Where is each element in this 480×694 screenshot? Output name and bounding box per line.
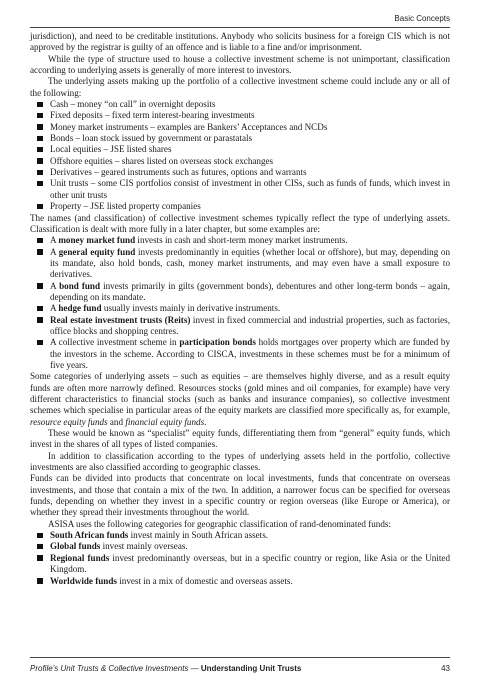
bullet-icon [37, 147, 43, 153]
page-body [30, 31, 450, 587]
fund-term: participation bonds [179, 337, 256, 348]
bullet-icon [37, 113, 43, 119]
book-title: Profile’s Unit Trusts & Collective Investments [30, 664, 189, 673]
bullet-icon [37, 181, 43, 187]
footer-title: Profile’s Unit Trusts & Collective Investments — Understanding Unit Trusts [30, 664, 302, 673]
list-item: South African funds invest mainly in South African assets. [30, 530, 450, 541]
paragraph: The underlying assets making up the portfolio of a collective investment scheme could include any or all of the following: [30, 76, 450, 98]
paragraph: Funds can be divided into products that concentrate on local investments, funds that concentrate on overseas investments, and those that contain a mix of the two. In addition, a narrower focus can be specified for overseas funds, depending on whether they invest in a specific country or region overseas (like Europe or America), or whether they spread their investments throughout the world. [30, 473, 450, 518]
paragraph: jurisdiction), and need to be creditable institutions. Anybody who solicits business for a foreign CIS which is not approved by the registrar is guilty of an offence and is liable to a fine and/or imprisonment. [30, 31, 450, 53]
list-item: A general equity fund invests predominantly in equities (whether local or offshore), but may, depending on its mandate, also hold bonds, cash, money market instruments, and may even have a small exposure to derivatives. [30, 247, 450, 281]
bullet-icon [37, 136, 43, 142]
bullet-icon [37, 533, 43, 539]
geographic-list [30, 530, 450, 587]
bullet-icon [37, 283, 43, 289]
list-item: Property – JSE listed property companies [30, 201, 450, 212]
bullet-icon [37, 124, 43, 130]
list-item: Offshore equities – shares listed on overseas stock exchanges [30, 156, 450, 167]
paragraph: While the type of structure used to house a collective investment scheme is not unimportant, classification according to underlying assets is generally of more interest to investors. [30, 53, 450, 76]
fund-term: Global funds [50, 541, 101, 552]
list-item: Fixed deposits – fixed term interest-bearing investments [30, 110, 450, 121]
bullet-icon [37, 249, 43, 255]
bullet-icon [37, 544, 43, 550]
list-item: Unit trusts – some CIS portfolios consist of investment in other CISs, such as funds of funds, which invest in other unit trusts [30, 178, 450, 201]
header-rule [30, 27, 450, 28]
bullet-icon [37, 204, 43, 210]
list-item: Worldwide funds invest in a mix of domestic and overseas assets. [30, 576, 450, 587]
list-item: Cash – money “on call” in overnight deposits [30, 99, 450, 110]
running-head: Basic Concepts [394, 14, 450, 23]
bullet-icon [37, 340, 43, 346]
footer-rule [30, 657, 450, 658]
list-item: A collective investment scheme in participation bonds holds mortgages over property which are funded by the investors in the scheme. According to CISCA, investments in these schemes must be for a minimum of five years. [30, 337, 450, 371]
fund-examples-list [30, 235, 450, 371]
fund-term: money market fund [58, 235, 136, 246]
paragraph: Some categories of underlying assets – such as equities – are themselves highly diverse, and as a result equity funds are often more narrowly defined. Resources stocks (gold mines and oil companies, for example) have very different characteristics to financial stocks (such as banks and insurance companies), so collective investment schemes which specialise in particular areas of the equity markets are classified more specifically as, for example, resource equity funds and financial equity funds. [30, 371, 450, 427]
section-title: Understanding Unit Trusts [200, 664, 302, 673]
fund-term: bond fund [59, 280, 101, 291]
list-item: A hedge fund usually invests mainly in derivative instruments. [30, 303, 450, 314]
paragraph: In addition to classification according to the types of underlying assets held in the portfolio, collective investments are also classified according to geographic classes. [30, 450, 450, 473]
paragraph: ASISA uses the following categories for geographic classification of rand-denominated funds: [48, 518, 391, 529]
page-number: 43 [441, 664, 450, 673]
fund-term: hedge fund [58, 303, 102, 314]
list-item: Regional funds invest predominantly overseas, but in a specific country or region, like Asia or the United Kingdom. [30, 553, 450, 576]
list-item: Money market instruments – examples are Bankers’ Acceptances and NCDs [30, 122, 450, 133]
list-item: Real estate investment trusts (Reits) invest in fixed commercial and industrial properties, such as factories, office blocks and shopping centres. [30, 315, 450, 338]
bullet-icon [37, 102, 43, 108]
bullet-icon [37, 317, 43, 323]
paragraph: These would be known as “specialist” equity funds, differentiating them from “general” equity funds, which invest in the shares of all types of listed companies. [30, 428, 450, 450]
bullet-icon [37, 158, 43, 164]
bullet-icon [37, 578, 43, 584]
bullet-icon [37, 555, 43, 561]
list-item: Derivatives – geared instruments such as futures, options and warrants [30, 167, 450, 178]
list-item: Global funds invest mainly overseas. [30, 541, 450, 552]
fund-term: general equity fund [58, 246, 136, 257]
list-item: A bond fund invests primarily in gilts (government bonds), debentures and other long-term bonds – again, depending on its mandate. [30, 281, 450, 304]
bullet-icon [37, 238, 43, 244]
fund-term: Real estate investment trusts (Reits) [50, 314, 191, 325]
list-item: Local equities – JSE listed shares [30, 144, 450, 155]
fund-term: South African funds [50, 530, 129, 541]
fund-term: Worldwide funds [50, 575, 117, 586]
list-item: Bonds – loan stock issued by government or parastatals [30, 133, 450, 144]
fund-term: Regional funds [50, 552, 110, 563]
bullet-icon [37, 306, 43, 312]
paragraph: The names (and classification) of collective investment schemes typically reflect the type of underlying assets. Classification is dealt with more fully in a later chapter, but some examples are: [30, 212, 450, 234]
list-item: A money market fund invests in cash and short-term money market instruments. [30, 235, 450, 246]
bullet-icon [37, 170, 43, 176]
asset-list [30, 99, 450, 212]
